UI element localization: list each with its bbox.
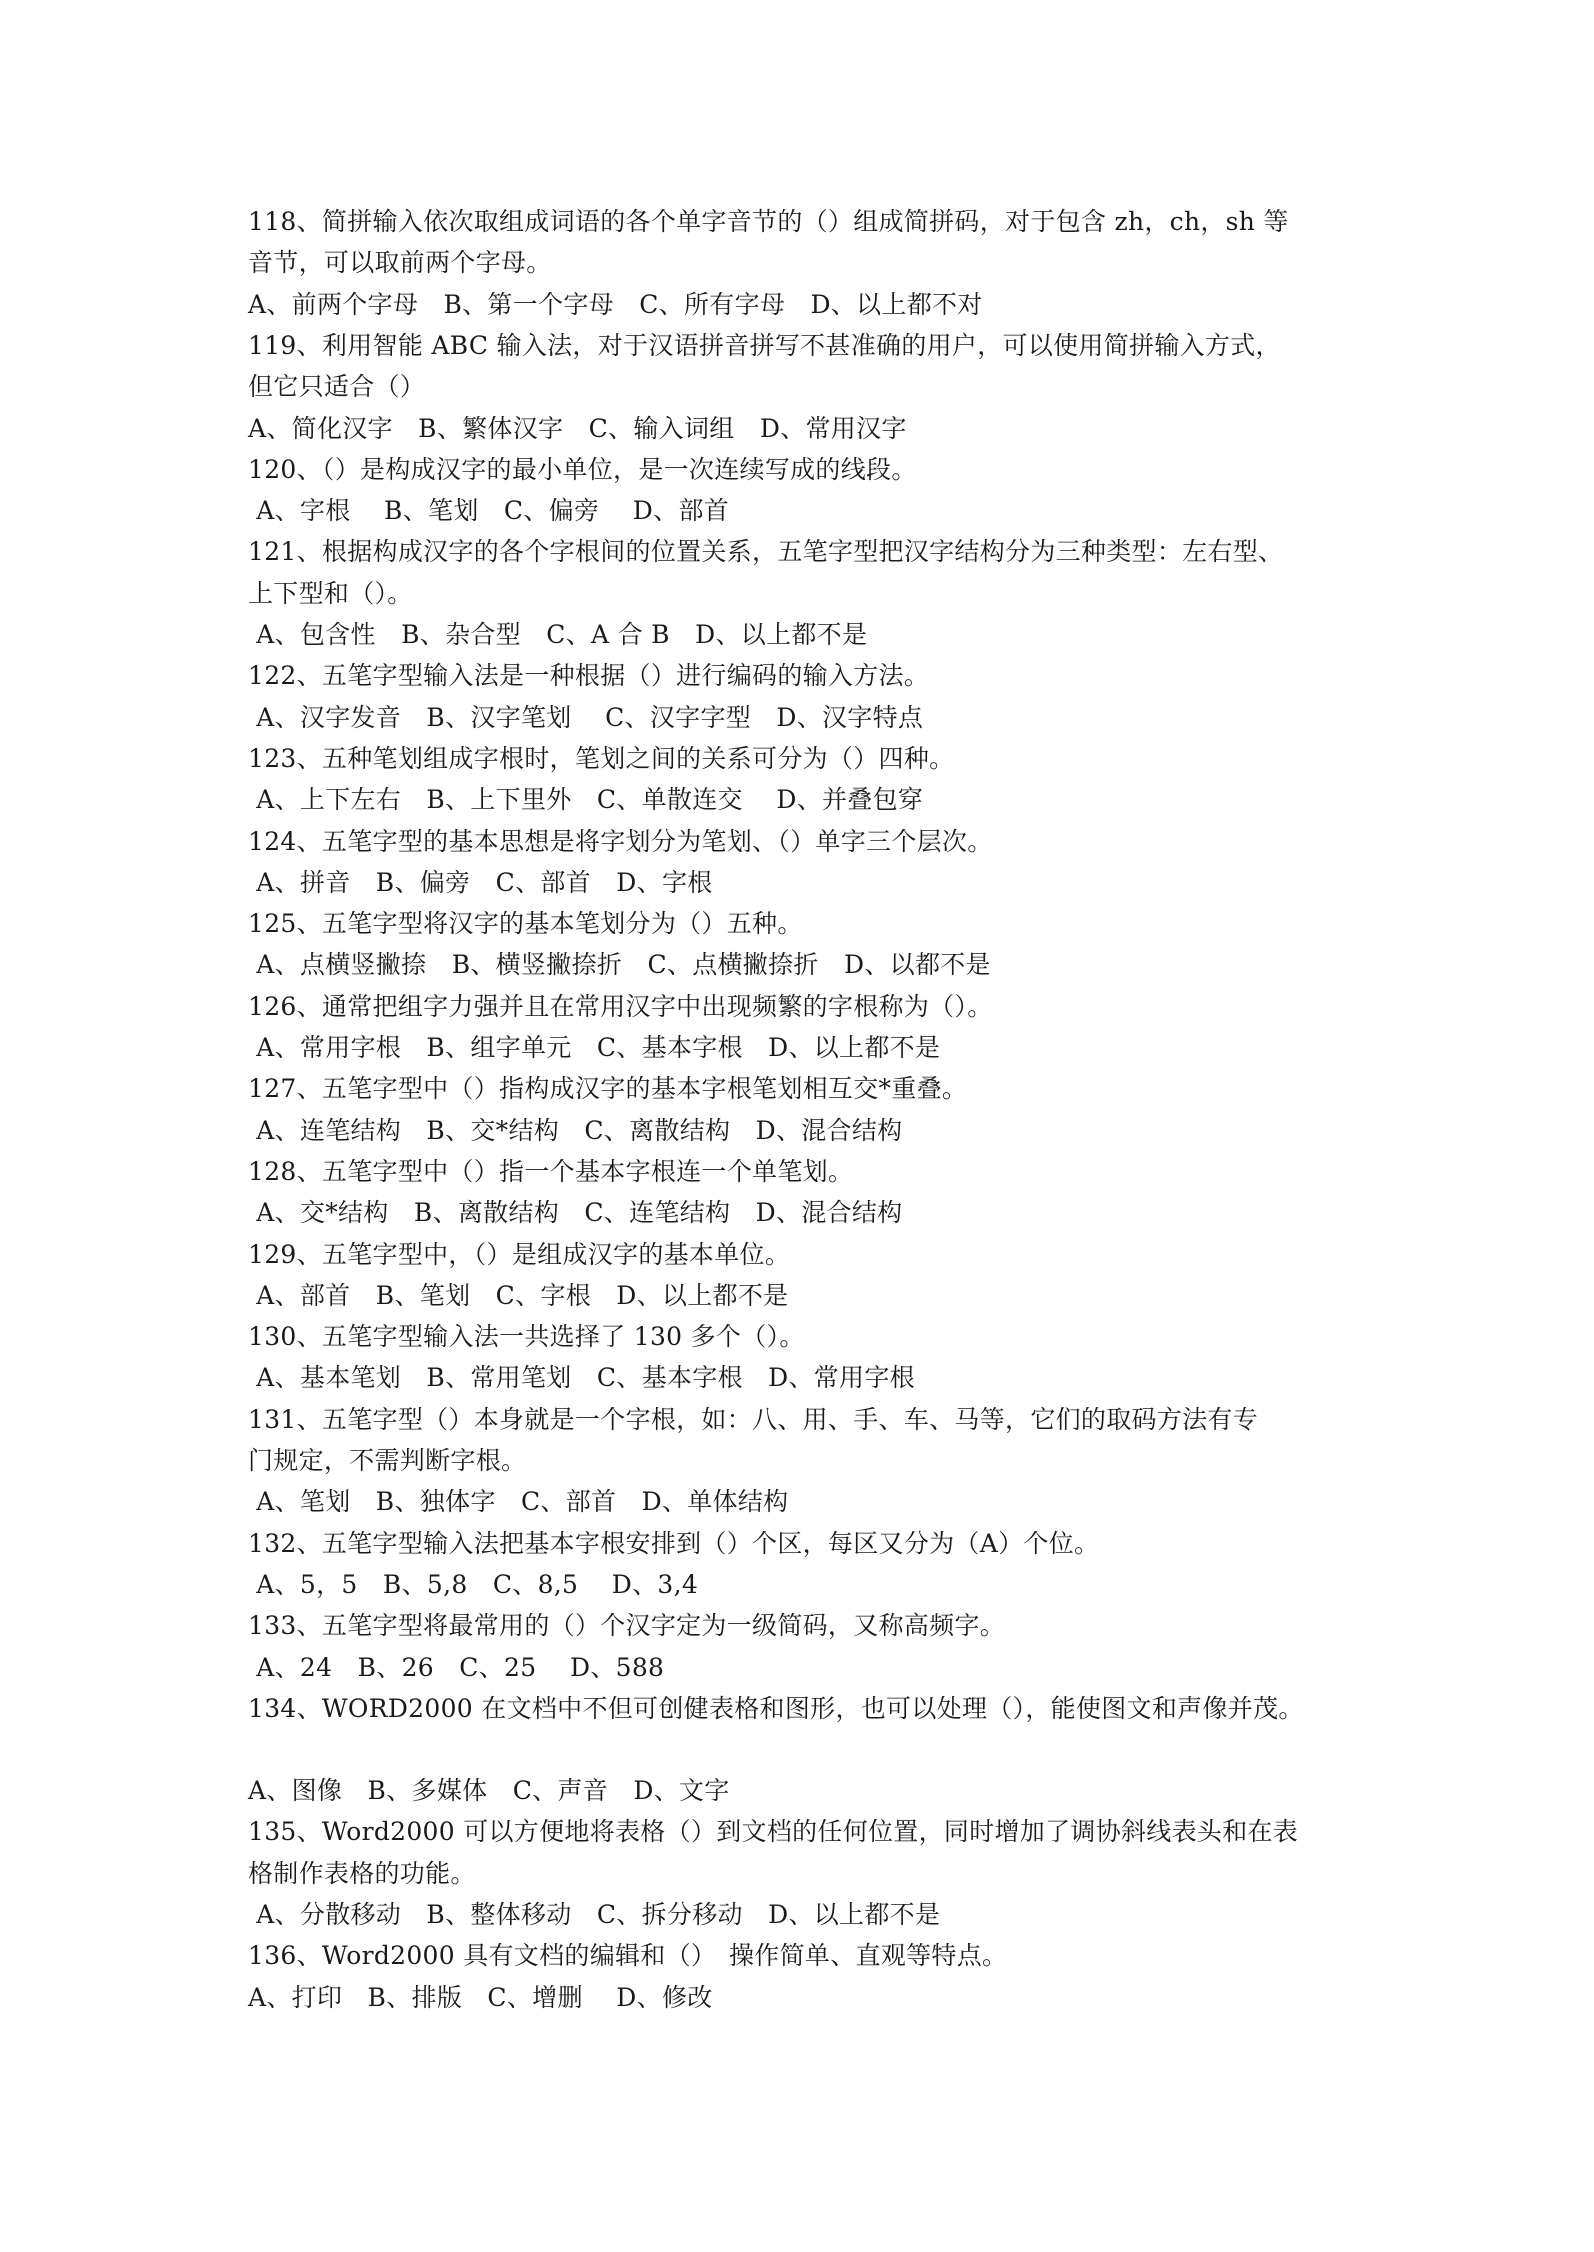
text-line: 119、利用智能 ABC 输入法，对于汉语拼音拼写不甚准确的用户，可以使用简拼输入方式， — [248, 330, 1281, 360]
text-line: 122、五笔字型输入法是一种根据（）进行编码的输入方法。 — [248, 661, 930, 691]
text-line: 121、根据构成汉字的各个字根间的位置关系，五笔字型把汉字结构分为三种类型：左右型、 — [248, 537, 1284, 567]
text-line: 120、（）是构成汉字的最小单位，是一次连续写成的线段。 — [248, 454, 917, 484]
text-line: A、连笔结构 B、交*结构 C、离散结构 D、混合结构 — [248, 1115, 903, 1145]
text-line: 上下型和（）。 — [248, 578, 413, 608]
text-line: 128、五笔字型中（）指一个基本字根连一个单笔划。 — [248, 1156, 854, 1186]
text-line: 124、五笔字型的基本思想是将字划分为笔划、（）单字三个层次。 — [248, 826, 993, 856]
text-line: 129、五笔字型中，（）是组成汉字的基本单位。 — [248, 1239, 791, 1269]
text-line: A、5，5 B、5,8 C、8,5 D、3,4 — [248, 1569, 699, 1599]
text-line: A、简化汉字 B、繁体汉字 C、输入词组 D、常用汉字 — [248, 413, 907, 443]
text-line: 126、通常把组字力强并且在常用汉字中出现频繁的字根称为（）。 — [248, 991, 993, 1021]
text-line: A、分散移动 B、整体移动 C、拆分移动 D、以上都不是 — [248, 1900, 941, 1929]
text-line: A、字根 B、笔划 C、偏旁 D、部首 — [248, 496, 730, 526]
text-line: A、基本笔划 B、常用笔划 C、基本字根 D、常用字根 — [248, 1363, 915, 1393]
text-line: 118、简拼输入依次取组成词语的各个单字音节的（）组成简拼码，对于包含 zh，ch，sh 等 — [248, 207, 1289, 236]
text-line: A、前两个字母 B、第一个字母 C、所有字母 D、以上都不对 — [248, 289, 983, 319]
text-line: 136、Word2000 具有文档的编辑和（） 操作简单、直观等特点。 — [248, 1941, 1008, 1971]
text-line: 131、五笔字型（）本身就是一个字根，如：八、用、手、车、马等，它们的取码方法有专 — [248, 1404, 1259, 1434]
text-line: 132、五笔字型输入法把基本字根安排到（）个区，每区又分为（A）个位。 — [248, 1528, 1100, 1558]
text-line: 门规定，不需判断字根。 — [248, 1446, 527, 1475]
text-line: 134、WORD2000 在文档中不但可创健表格和图形，也可以处理（），能使图文和声像并茂。 — [248, 1693, 1304, 1723]
text-line: 127、五笔字型中（）指构成汉字的基本字根笔划相互交*重叠。 — [248, 1074, 968, 1104]
text-line: 123、五种笔划组成字根时，笔划之间的关系可分为（）四种。 — [248, 743, 955, 773]
text-line: 133、五笔字型将最常用的（）个汉字定为一级简码，又称高频字。 — [248, 1611, 1006, 1641]
text-line: 音节，可以取前两个字母。 — [248, 248, 552, 278]
text-line: A、拼音 B、偏旁 C、部首 D、字根 — [248, 867, 713, 897]
text-line: A、打印 B、排版 C、增删 D、修改 — [248, 1982, 713, 2012]
text-line: A、上下左右 B、上下里外 C、单散连交 D、并叠包穿 — [248, 785, 924, 815]
text-line: A、24 B、26 C、25 D、588 — [248, 1652, 665, 1682]
text-line: A、点横竖撇捺 B、横竖撇捺折 C、点横撇捺折 D、以都不是 — [248, 950, 991, 980]
text-line: A、汉字发音 B、汉字笔划 C、汉字字型 D、汉字特点 — [248, 702, 924, 732]
text-line: A、交*结构 B、离散结构 C、连笔结构 D、混合结构 — [248, 1198, 903, 1228]
text-line: A、常用字根 B、组字单元 C、基本字根 D、以上都不是 — [248, 1033, 941, 1062]
text-line: 但它只适合（） — [248, 372, 426, 402]
text-line: 135、Word2000 可以方便地将表格（）到文档的任何位置，同时增加了调协斜线表头和在表 — [248, 1817, 1299, 1847]
text-line: A、图像 B、多媒体 C、声音 D、文字 — [248, 1776, 730, 1806]
text-line: A、笔划 B、独体字 C、部首 D、单体结构 — [248, 1487, 789, 1517]
text-line: A、部首 B、笔划 C、字根 D、以上都不是 — [248, 1280, 789, 1310]
text-line: 130、五笔字型输入法一共选择了 130 多个（）。 — [248, 1322, 805, 1352]
text-line: 格制作表格的功能。 — [248, 1858, 476, 1888]
text-line: A、包含性 B、杂合型 C、A 合 B D、以上都不是 — [248, 620, 868, 649]
text-line: 125、五笔字型将汉字的基本笔划分为（）五种。 — [248, 909, 803, 939]
